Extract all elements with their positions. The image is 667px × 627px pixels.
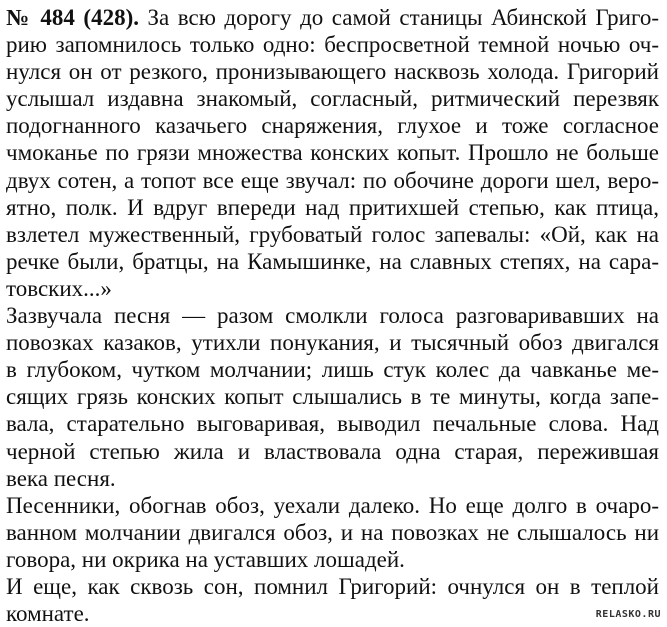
text-line: товских...» bbox=[6, 275, 112, 301]
text-line: И еще, как сквозь сон, помнил Григорий: очнулся он в теплой bbox=[6, 573, 659, 599]
text-line: в глубоком, чутком молчании; лишь стук колес да чавканье ме- bbox=[6, 357, 659, 383]
text-line-content: За всю дорогу до самой станицы Абинской Григо- bbox=[147, 5, 660, 30]
site-watermark: RELASKO.RU bbox=[595, 609, 661, 620]
text-line: черной степью жила и властвовала одна старая, пережившая bbox=[6, 438, 659, 464]
text-line: двух сотен, а топот все еще звучал: по обочине дороги шел, веро- bbox=[6, 167, 659, 193]
text-line: вала, старательно выговаривая, выводил печальные слова. Над bbox=[6, 411, 659, 437]
text-line: нулся он от резкого, пронизывающего насквозь холода. Григорий bbox=[6, 59, 659, 85]
text-line: ятно, полк. И вдруг впереди над притихшей степью, как птица, bbox=[6, 194, 659, 220]
exercise-text bbox=[6, 4, 659, 627]
text-line: услышал издавна знакомый, согласный, ритмический перезвяк bbox=[6, 86, 659, 112]
text-line: комнате. bbox=[6, 601, 90, 627]
text-line: взлетел мужественный, грубоватый голос запевалы: «Ой, как на bbox=[6, 221, 659, 247]
text-line: подогнанного казачьего снаряжения, глухое и тоже согласное bbox=[6, 113, 659, 139]
text-line: рию запомнилось только одно: беспросветной темной ночью оч- bbox=[6, 32, 659, 58]
text-line: века песня. bbox=[6, 465, 116, 491]
text-line: ванном молчании двигался обоз, и на повозках не слышалось ни bbox=[6, 519, 659, 545]
exercise-number: № 484 (428). bbox=[6, 5, 139, 30]
text-line: повозках казаков, утихли понукания, и тысячный обоз двигался bbox=[6, 330, 659, 356]
text-line: Зазвучала песня — разом смолкли голоса разговаривавших на bbox=[6, 303, 659, 329]
text-line: речке были, братцы, на Камышинке, на славных степях, на сара- bbox=[6, 248, 659, 274]
text-line: говора, ни окрика на уставших лошадей. bbox=[6, 546, 405, 572]
text-line bbox=[6, 4, 659, 31]
text-line: чмоканье по грязи множества конских копыт. Прошло не больше bbox=[6, 140, 659, 166]
text-line: Песенники, обогнав обоз, уехали далеко. Но еще долго в очаро- bbox=[6, 492, 659, 518]
text-line: сящих грязь конских копыт слышались в те минуты, когда запе- bbox=[6, 384, 659, 410]
